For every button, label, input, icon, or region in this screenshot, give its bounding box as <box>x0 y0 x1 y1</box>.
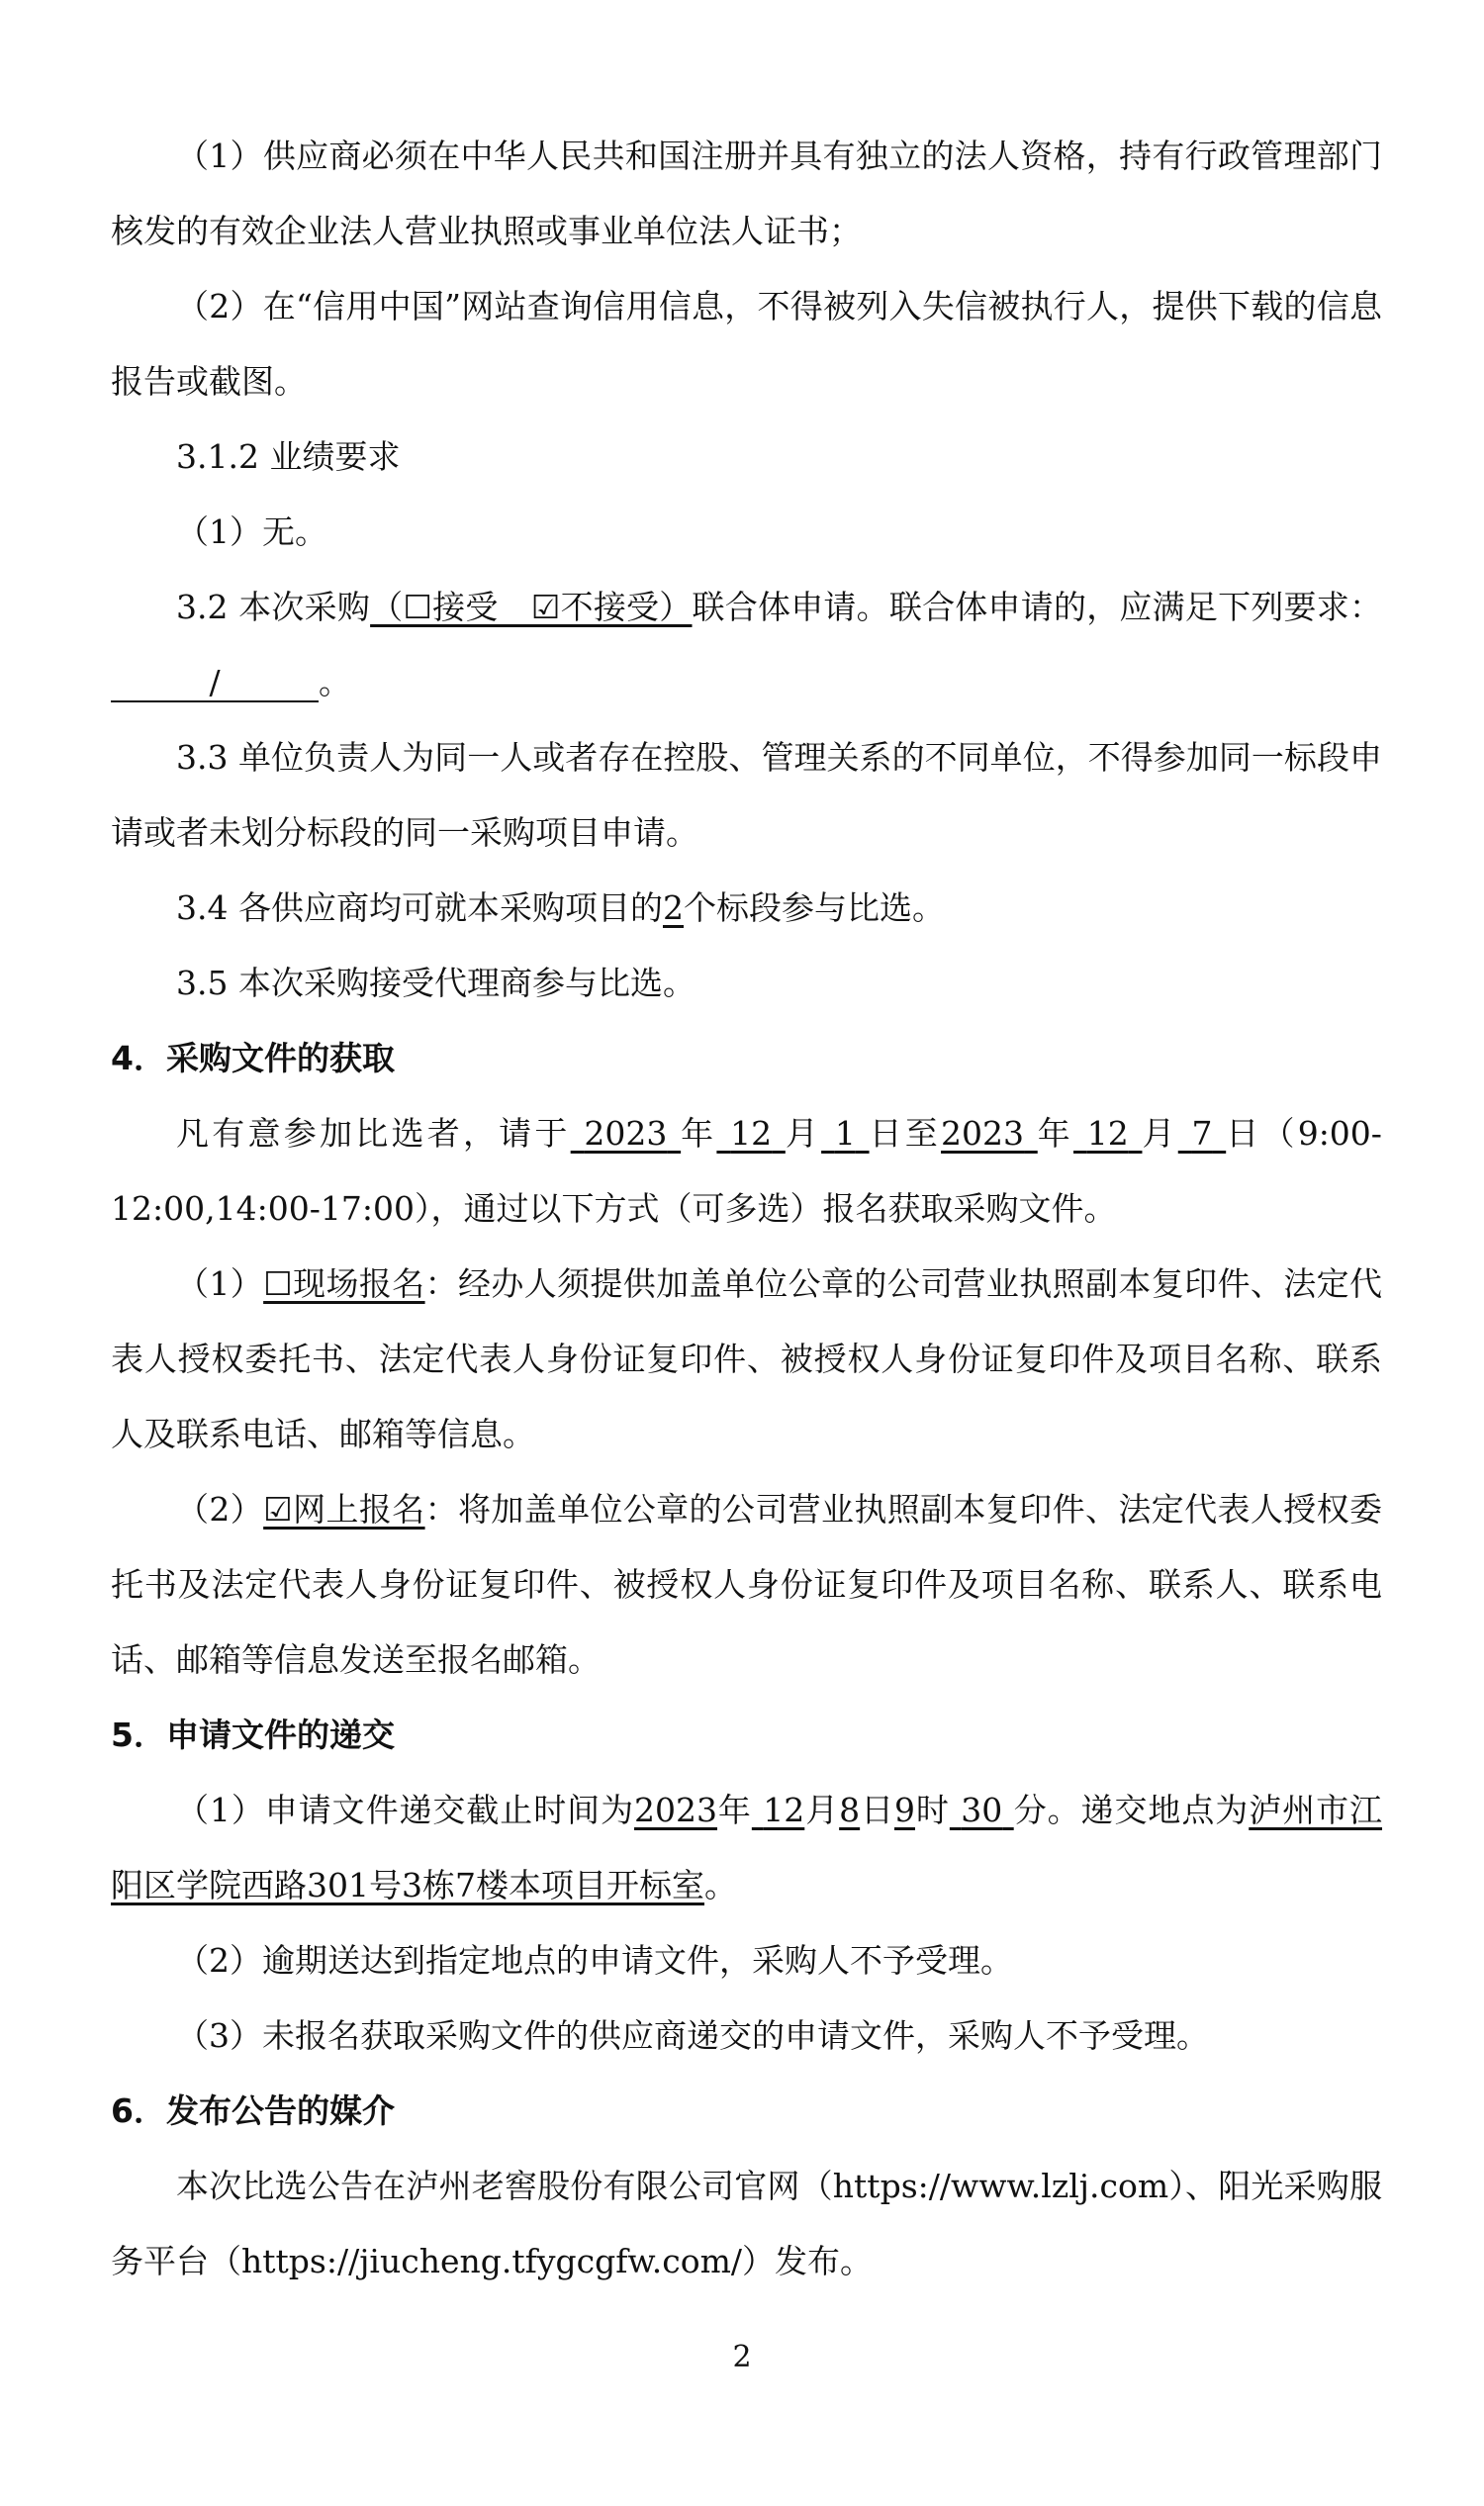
item-3-4-suffix: 个标段参与比选。 <box>683 888 945 927</box>
start-month: 12 <box>730 1114 773 1153</box>
start-year: 2023 <box>584 1114 668 1153</box>
media-paragraph: 本次比选公告在泸州老窖股份有限公司官网（https://www.lzlj.com）、阳光采购服务平台（https://jiucheng.tfygcgfw.com/）发布。 <box>111 2167 1382 2280</box>
s4-month-char: 月 <box>785 1114 822 1153</box>
item-3-2-middle: 联合体申请。联合体申请的，应满足下列要求： <box>692 588 1382 626</box>
item-3-2-end: 。 <box>319 663 351 701</box>
s5-year-char: 年 <box>717 1791 752 1829</box>
onsite-registration-checkbox-label: ☐现场报名 <box>263 1264 425 1303</box>
consortium-options: （☐接受 ☑不接受） <box>370 588 693 626</box>
onsite-prefix: （1） <box>176 1264 264 1303</box>
deadline-year: 2023 <box>634 1791 717 1829</box>
s4-day-to: 日至 <box>869 1114 942 1153</box>
deadline-day: 8 <box>839 1791 861 1829</box>
s5-end: 。 <box>703 1866 737 1904</box>
section-4-title: 4．采购文件的获取 <box>111 1039 395 1077</box>
s5-text-a: （1）申请文件递交截止时间为 <box>176 1791 635 1829</box>
end-day: 7 <box>1191 1114 1213 1153</box>
deadline-hour: 9 <box>894 1791 915 1829</box>
item-3-1-1-1: （1）供应商必须在中华人民共和国注册并具有独立的法人资格，持有行政管理部门核发的有效企业法人营业执照或事业单位法人证书； <box>111 137 1382 250</box>
online-prefix: （2） <box>176 1490 264 1529</box>
unregistered-note: （3）未报名获取采购文件的供应商递交的申请文件，采购人不予受理。 <box>176 2016 1209 2055</box>
s5-hour-char: 时 <box>915 1791 950 1829</box>
s4-year-char-2: 年 <box>1037 1114 1074 1153</box>
lot-count: 2 <box>662 888 684 927</box>
start-day: 1 <box>834 1114 856 1153</box>
item-3-5: 3.5 本次采购接受代理商参与比选。 <box>176 964 696 1002</box>
late-submission-note: （2）逾期送达到指定地点的申请文件，采购人不予受理。 <box>176 1941 1013 1980</box>
deadline-minute: 30 <box>961 1791 1003 1829</box>
end-month: 12 <box>1086 1114 1129 1153</box>
item-3-2-prefix: 3.2 本次采购 <box>176 588 371 626</box>
s5-month-char: 月 <box>804 1791 840 1829</box>
page-number: 2 <box>732 2340 752 2374</box>
online-text: ：将加盖单位公章的公司营业执照副本复印件、法定代表人授权委托书及法定代表人身份证复印件、被授权人身份证复印件及项目名称、联系人、联系电话、邮箱等信息发送至报名邮箱。 <box>111 1490 1383 1679</box>
item-3-1-2-title: 3.1.2 业绩要求 <box>176 437 401 476</box>
end-year: 2023 <box>941 1114 1025 1153</box>
section-4-paragraph <box>111 1096 1382 1247</box>
item-3-1-1-2: （2）在“信用中国”网站查询信用信息，不得被列入失信被执行人，提供下载的信息报告或截图。 <box>111 287 1382 401</box>
s4-month-char-2: 月 <box>1142 1114 1178 1153</box>
deadline-month: 12 <box>763 1791 805 1829</box>
s5-minute-text: 分。递交地点为 <box>1013 1791 1250 1829</box>
s4-text-a: 凡有意参加比选者，请于 <box>176 1114 571 1153</box>
requirements-blank: / <box>111 665 319 702</box>
s5-day-char: 日 <box>860 1791 894 1829</box>
item-3-3: 3.3 单位负责人为同一人或者存在控股、管理关系的不同单位，不得参加同一标段申请或者未划分标段的同一采购项目申请。 <box>111 738 1382 852</box>
item-3-4-prefix: 3.4 各供应商均可就本采购项目的 <box>176 888 663 927</box>
s4-text-b: （9:00-12:00,14:00-17:00），通过以下方式（可多选）报名获取采购文件。 <box>111 1114 1382 1228</box>
online-registration-checkbox-label: ☑网上报名 <box>263 1490 425 1529</box>
item-3-1-2-1: （1）无。 <box>176 512 327 551</box>
section-6-title: 6．发布公告的媒介 <box>111 2091 395 2130</box>
submission-deadline <box>111 1773 1382 1923</box>
item-3-2 <box>111 570 1382 720</box>
item-3-4 <box>111 871 1382 946</box>
onsite-registration <box>111 1247 1382 1472</box>
submission-place: 泸州市江阳区学院西路301号3栋7楼本项目开标室 <box>111 1791 1383 1904</box>
s4-year-char: 年 <box>681 1114 717 1153</box>
s4-day-char: 日 <box>1226 1114 1262 1153</box>
section-5-title: 5．申请文件的递交 <box>111 1716 395 1754</box>
onsite-text: ：经办人须提供加盖单位公章的公司营业执照副本复印件、法定代表人授权委托书、法定代表人身份证复印件、被授权人身份证复印件及项目名称、联系人及联系电话、邮箱等信息。 <box>111 1264 1383 1453</box>
online-registration <box>111 1472 1382 1698</box>
